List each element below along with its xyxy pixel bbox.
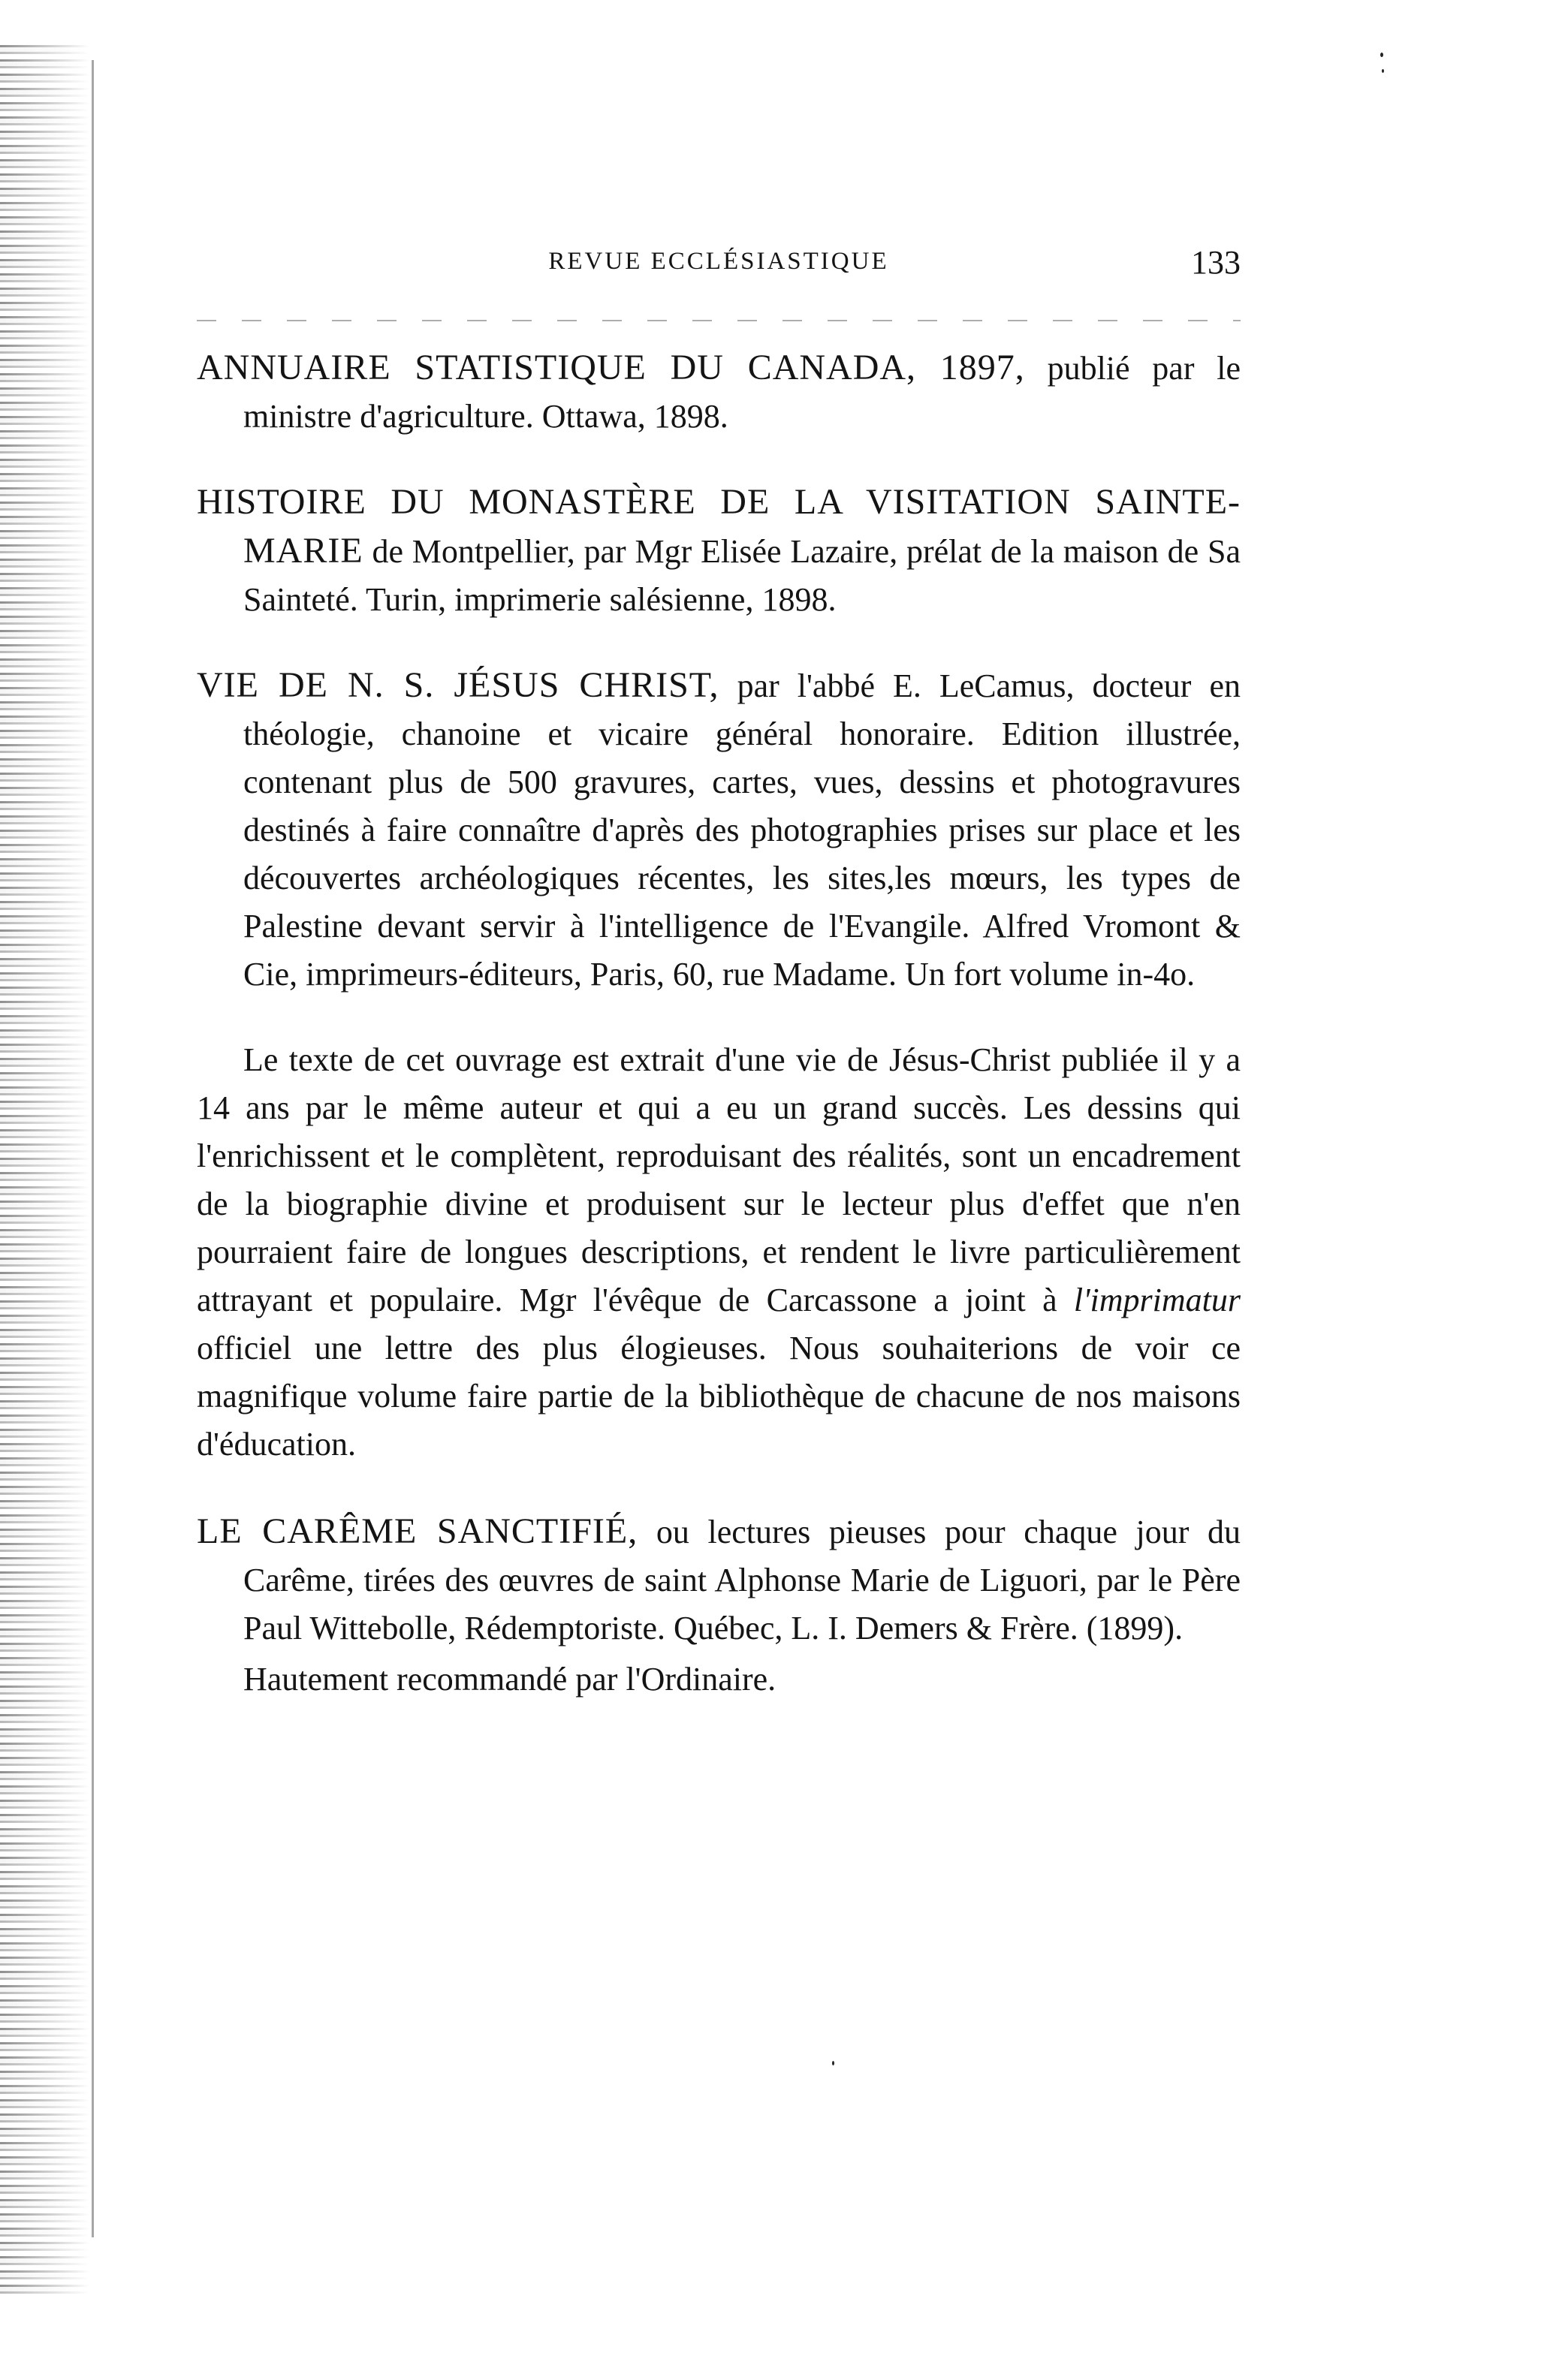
bibliography-entry-histoire — [197, 478, 1241, 624]
entry-text: de Montpellier, par Mgr Elisée Lazaire, prélat de la maison de Sa Sainteté. Turin, imprimerie salésienne, 1898. — [243, 533, 1241, 618]
entry-heading: VIE DE N. S. JÉSUS CHRIST, — [197, 665, 719, 705]
bibliography-entry-annuaire — [197, 344, 1241, 441]
book-page — [197, 244, 1241, 1741]
running-head — [197, 244, 1241, 293]
running-title: REVUE ECCLÉSIASTIQUE — [548, 248, 889, 275]
review-paragraph — [197, 1036, 1241, 1469]
page-number: 133 — [1191, 244, 1241, 281]
bibliography-entry-careme — [197, 1508, 1241, 1704]
header-rule — [197, 320, 1241, 321]
review-italic-term: l'imprimatur — [1073, 1282, 1241, 1318]
entry-paragraph — [197, 478, 1241, 624]
entry-text: par l'abbé E. LeCamus, docteur en théologie, chanoine et vicaire général honoraire. Edition illustrée, contenant plus de 500 gravures, cartes, vues, dessins et photogravures destinés à faire connaître d'après des photographies prises sur place et les découvertes archéologiques récentes, les sites,les mœurs, les types de Palestine devant servir à l'intelligence de l'Evangile. Alfred Vromont & Cie, imprimeurs-éditeurs, Paris, 60, rue Madame. Un fort volume in-4o. — [243, 667, 1241, 993]
scan-speck — [832, 2061, 834, 2065]
entry-text: publié par le ministre d'agriculture. Ottawa, 1898. — [243, 350, 1241, 435]
scan-speck — [1382, 69, 1384, 73]
entry-paragraph — [197, 344, 1241, 441]
review-text-before: Le texte de cet ouvrage est extrait d'une vie de Jésus-Christ publiée il y a 14 ans par le même auteur et qui a eu un grand succès. Les dessins qui l'enrichissent et le complètent, reproduisant des réalités, sont un encadrement de la biographie divine et produisent sur le lecteur plus d'effet que n'en pourraient faire de longues descriptions, et rendent le livre particulièrement attrayant et populaire. Mgr l'évêque de Carcassone a joint à — [197, 1041, 1241, 1318]
scan-speck — [1380, 53, 1383, 57]
review-text-after: officiel une lettre des plus élogieuses. Nous souhaiterions de voir ce magnifique volume faire partie de la bibliothèque de chacune de nos maisons d'éducation. — [197, 1330, 1241, 1463]
binding-edge-line — [92, 60, 94, 2237]
entry-heading: ANNUAIRE STATISTIQUE DU CANADA, 1897, — [197, 348, 1025, 387]
entry-heading: HISTOIRE DU MONASTÈRE DE LA VISITATION SAINTE-MARIE — [197, 482, 1241, 571]
entry-paragraph — [197, 1508, 1241, 1652]
bibliography-entry-vie — [197, 661, 1241, 999]
entry-paragraph — [197, 661, 1241, 999]
entry-text: ou lectures pieuses pour chaque jour du Carême, tirées des œuvres de saint Alphonse Marie de Liguori, par le Père Paul Wittebolle, Rédemptoriste. Québec, L. I. Demers & Frère. (1899). — [243, 1514, 1241, 1646]
recommendation-note: Hautement recommandé par l'Ordinaire. — [243, 1661, 776, 1698]
binding-edge-shadow — [0, 45, 90, 2297]
entry-heading: LE CARÊME SANCTIFIÉ, — [197, 1511, 638, 1551]
